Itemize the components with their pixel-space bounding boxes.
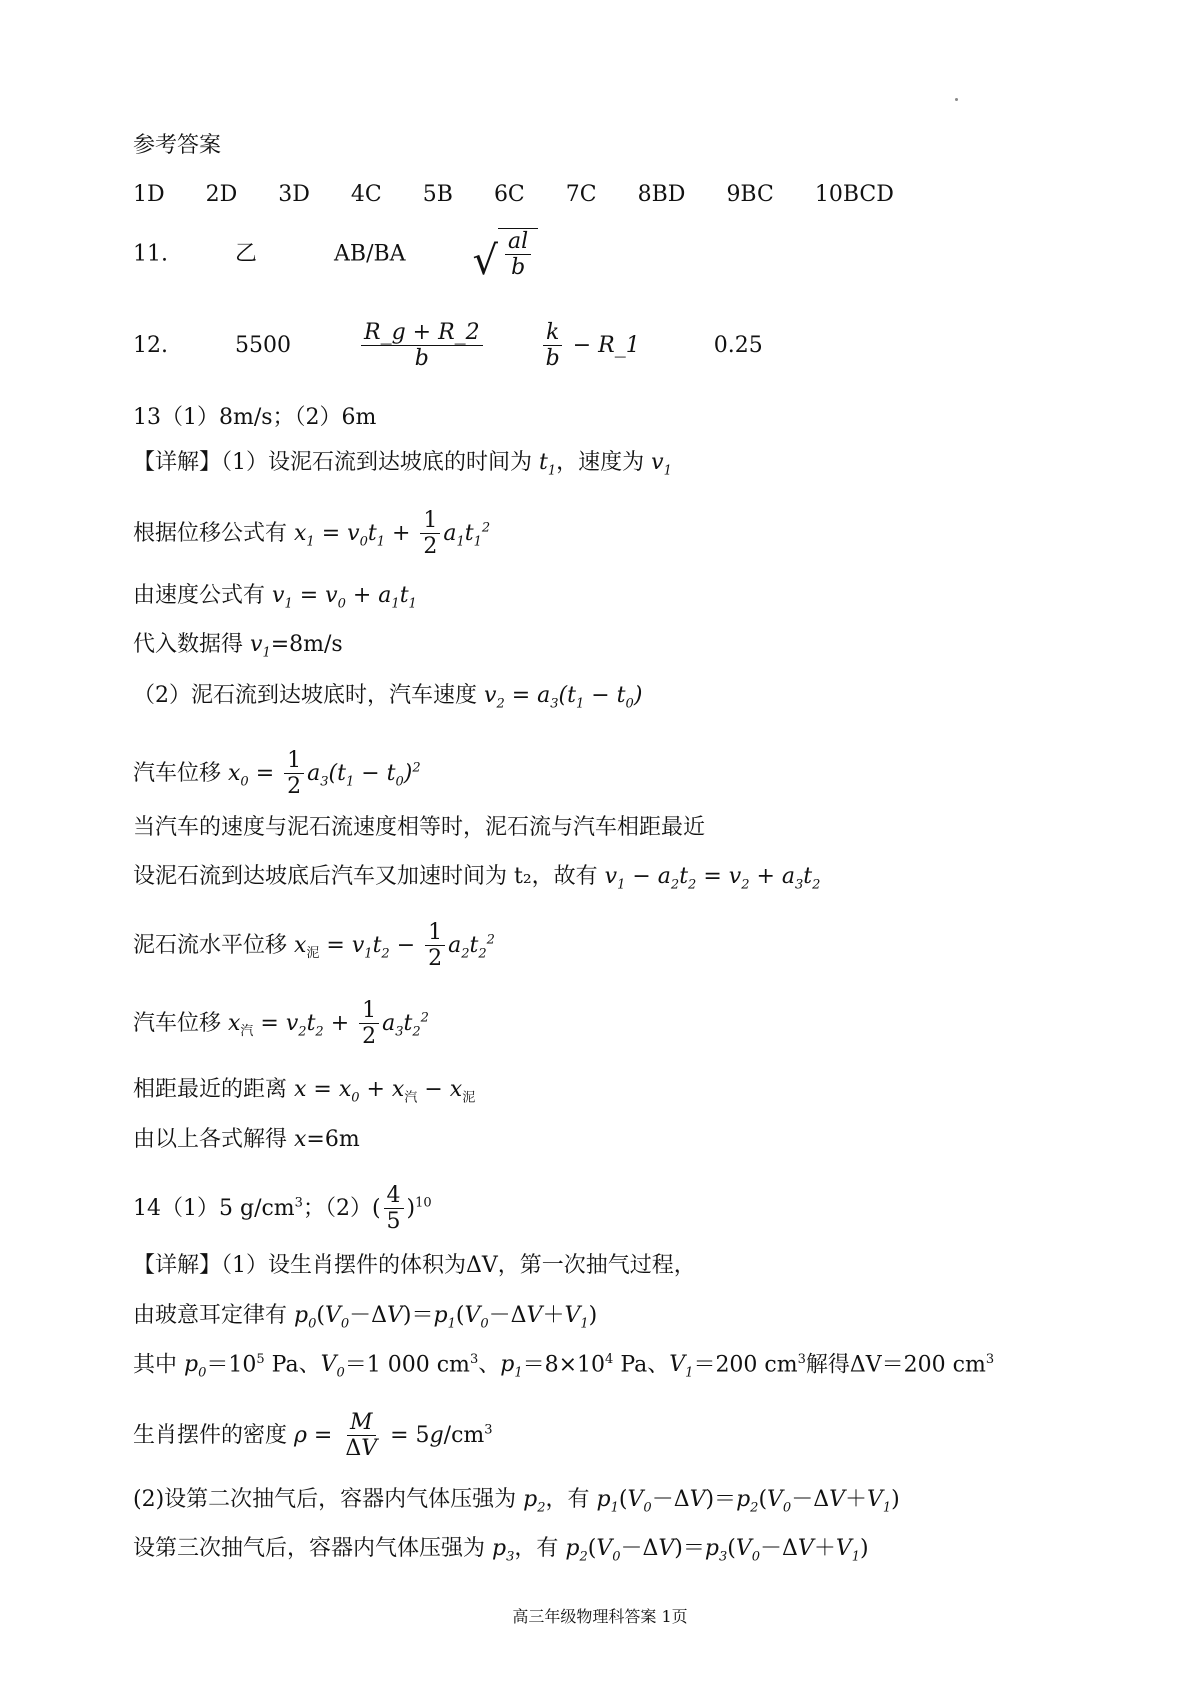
q14-detail: 【详解】（1）设生肖摆件的体积为ΔV，第一次抽气过程，	[133, 1253, 696, 1278]
q14-density: 生肖摆件的密度 ρ = $\frac{M}{\Delta V}$ = $5g/cm^3$	[133, 1410, 493, 1462]
q12-row: 12. 5500 $\frac{R\_g + R\_2}{b}$ $\frac{k}{b}$ − R_1 0.25	[133, 320, 763, 372]
q13-accel: 设泥石流到达坡底后汽车又加速时间为 t₂，故有 $v_1 - a_2t_2 = v_2 + a_3t_2$	[133, 864, 821, 893]
q13-detail: 【详解】（1）设泥石流到达坡底的时间为 $t_1$，速度为 $v_1$	[133, 450, 672, 479]
q13-vel-formula: 由速度公式有 $v_1 = v_0 + a_1t_1$	[133, 583, 417, 612]
q13-min-distance: 相距最近的距离 $x = x_0 + x_汽 - x_泥$	[133, 1077, 476, 1106]
answer-9: 9BC	[726, 182, 774, 207]
q13-equal-speed: 当汽车的速度与泥石流速度相等时，泥石流与汽车相距最近	[133, 815, 706, 840]
page-footer: 高三年级物理科答案 1页	[512, 1607, 688, 1626]
q14-boyle: 由玻意耳定律有 $p_0(V_0-\Delta V)=p_1(V_0-\Delta V+V_1)$	[133, 1303, 598, 1332]
answer-row	[133, 182, 894, 208]
q13-mud-disp: 泥石流水平位移 $x_泥 = v_1t_2$ − $\frac{1}{2}$ $a_2t_2^2$	[133, 920, 495, 972]
fraction-rg-r2: $\frac{R\_g + R\_2}{b}$	[361, 320, 483, 372]
q13-car-disp: 汽车位移 $x_0$ = $\frac{1}{2}$ $a_3(t_1 - t_0)^2$	[133, 748, 421, 800]
scan-mark	[955, 98, 958, 101]
answer-6: 6C	[493, 182, 525, 207]
answer-3: 3D	[278, 182, 310, 207]
q14-given: 其中 $p_0=10^5$ Pa、$V_0=1$ 000 $cm^3$、$p_1=8\times 10^4$ Pa、$V_1=200$ $cm^3$解得ΔV＝200 $cm^3$	[133, 1352, 995, 1381]
q14-part2-p3: 设第三次抽气后，容器内气体压强为 $p_3$，有 $p_2(V_0-\Delta V)=p_3(V_0-\Delta V+V_1)$	[133, 1536, 869, 1565]
answer-5: 5B	[422, 182, 453, 207]
page-title: 参考答案	[133, 133, 222, 158]
q13-disp-formula: 根据位移公式有 $x_1 = v_0t_1$ + $\frac{1}{2}$ $a_1t_1^2$	[133, 508, 491, 560]
q14-summary: 14（1）5 $g/cm^3$；（2）( $\frac{4}{5}$ )$^{10}$	[133, 1183, 432, 1235]
q13-part2: （2）泥石流到达坡底时，汽车速度 $v_2 = a_3(t_1 - t_0)$	[133, 683, 643, 712]
answer-8: 8BD	[637, 182, 686, 207]
q13-result: 由以上各式解得 x=6m	[133, 1127, 360, 1152]
answer-10: 10BCD	[814, 182, 894, 207]
answer-7: 7C	[565, 182, 597, 207]
answer-1: 1D	[133, 182, 165, 207]
q13-substitute: 代入数据得 $v_1=8m/s$	[133, 632, 343, 661]
sqrt-expression: √ $\frac{al}{b}$	[473, 228, 539, 281]
fraction-k-b: $\frac{k}{b}$	[543, 320, 563, 372]
q13-summary: 13（1）8m/s；（2）6m	[133, 405, 377, 430]
answer-2: 2D	[205, 182, 238, 207]
q14-part2-p2: (2)设第二次抽气后，容器内气体压强为 $p_2$，有 $p_1(V_0-\Delta V)=p_2(V_0-\Delta V+V_1)$	[133, 1487, 900, 1516]
answer-4: 4C	[350, 182, 382, 207]
q13-car-disp2: 汽车位移 $x_汽 = v_2t_2$ + $\frac{1}{2}$ $a_3t_2^2$	[133, 998, 429, 1050]
q11-row: 11. 乙 AB/BA √ $\frac{al}{b}$	[133, 228, 538, 281]
